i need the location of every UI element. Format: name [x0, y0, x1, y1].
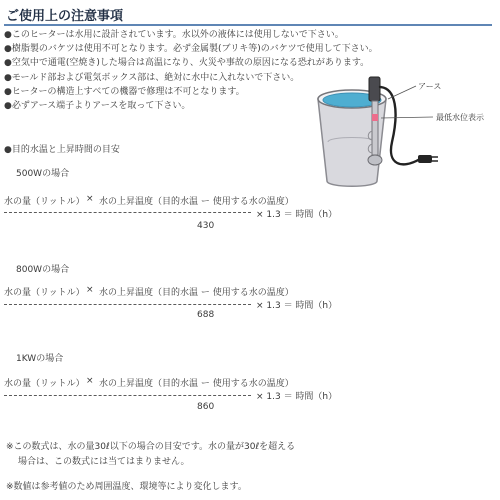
multiply-symbol: ×	[86, 376, 94, 386]
footnote-water-volume-limit: ※この数式は、水の量30ℓ以下の場合の目安です。水の量が30ℓを超える	[6, 442, 296, 452]
formula-result-500w: × 1.3 ＝ 時間（h）	[256, 210, 338, 220]
calc-heading-500w: 500Wの場合	[16, 169, 70, 179]
earth-label-leader	[388, 86, 416, 99]
water-level-label-leader	[381, 117, 433, 118]
page-header	[4, 4, 492, 26]
denominator-1kw: 860	[197, 402, 215, 412]
water-amount-label: 水の量（リットル）	[4, 288, 85, 298]
multiply-symbol: ×	[86, 285, 94, 295]
water-amount-label: 水の量（リットル）	[4, 197, 85, 207]
heater-handle	[369, 77, 380, 101]
water-level-label: 最低水位表示	[436, 113, 484, 122]
caution-note: ●このヒーターは水用に設計されています。水以外の液体には使用しないで下さい。	[4, 30, 344, 40]
temperature-rise-label: 水の上昇温度（目的水温 ー 使用する水の温度）	[99, 288, 294, 298]
formula-numerator-1kw	[4, 376, 344, 390]
formula-result-800w: × 1.3 ＝ 時間（h）	[256, 301, 338, 311]
caution-note: ●モールド部および電気ボックス部は、絶対に水中に入れないで下さい。	[4, 72, 300, 83]
heater-in-bucket-illustration	[310, 70, 492, 194]
earth-label: アース	[418, 82, 442, 91]
calc-heading-800w: 800Wの場合	[16, 265, 70, 275]
page-title: ご使用上の注意事項	[6, 9, 124, 24]
fraction-bar-1kw	[4, 395, 251, 396]
power-plug	[418, 155, 432, 163]
calc-heading-1kw: 1KWの場合	[16, 354, 64, 364]
footnote-reference-values: ※数値は参考値のため周囲温度、環境等により変化します。	[6, 482, 247, 492]
water-amount-label: 水の量（リットル）	[4, 379, 85, 389]
section-title: ●目的水温と上昇時間の目安	[4, 145, 120, 155]
denominator-500w: 430	[197, 221, 215, 231]
heater-coil-end	[368, 155, 382, 165]
caution-note: ●ヒーターの構造上すべての機器で修理は不可となります。	[4, 86, 245, 97]
footnote-water-volume-limit-continued: 場合は、この数式には当てはまりません。	[18, 457, 190, 467]
caution-note: ●樹脂製のバケツは使用不可となります。必ず金属製(ブリキ等)のバケツで使用して下さい。	[4, 44, 378, 55]
formula-result-1kw: × 1.3 ＝ 時間（h）	[256, 392, 338, 402]
fraction-bar-800w	[4, 304, 251, 305]
temperature-rise-label: 水の上昇温度（目的水温 ー 使用する水の温度）	[99, 379, 294, 389]
formula-numerator-800w	[4, 285, 344, 299]
multiply-symbol: ×	[86, 194, 94, 204]
heater-rod	[372, 101, 378, 155]
minimum-water-level-mark	[372, 114, 378, 121]
caution-note: ●空気中で通電(空焼き)した場合は高温になり、火災や事故の原因になる恐れがあります。	[4, 58, 370, 69]
fraction-bar-500w	[4, 212, 251, 213]
formula-numerator-500w	[4, 194, 344, 208]
denominator-800w: 688	[197, 310, 215, 320]
temperature-rise-label: 水の上昇温度（目的水温 ー 使用する水の温度）	[99, 197, 294, 207]
caution-note: ●必ずアース端子よりアースを取って下さい。	[4, 100, 191, 111]
caution-list	[4, 28, 378, 113]
